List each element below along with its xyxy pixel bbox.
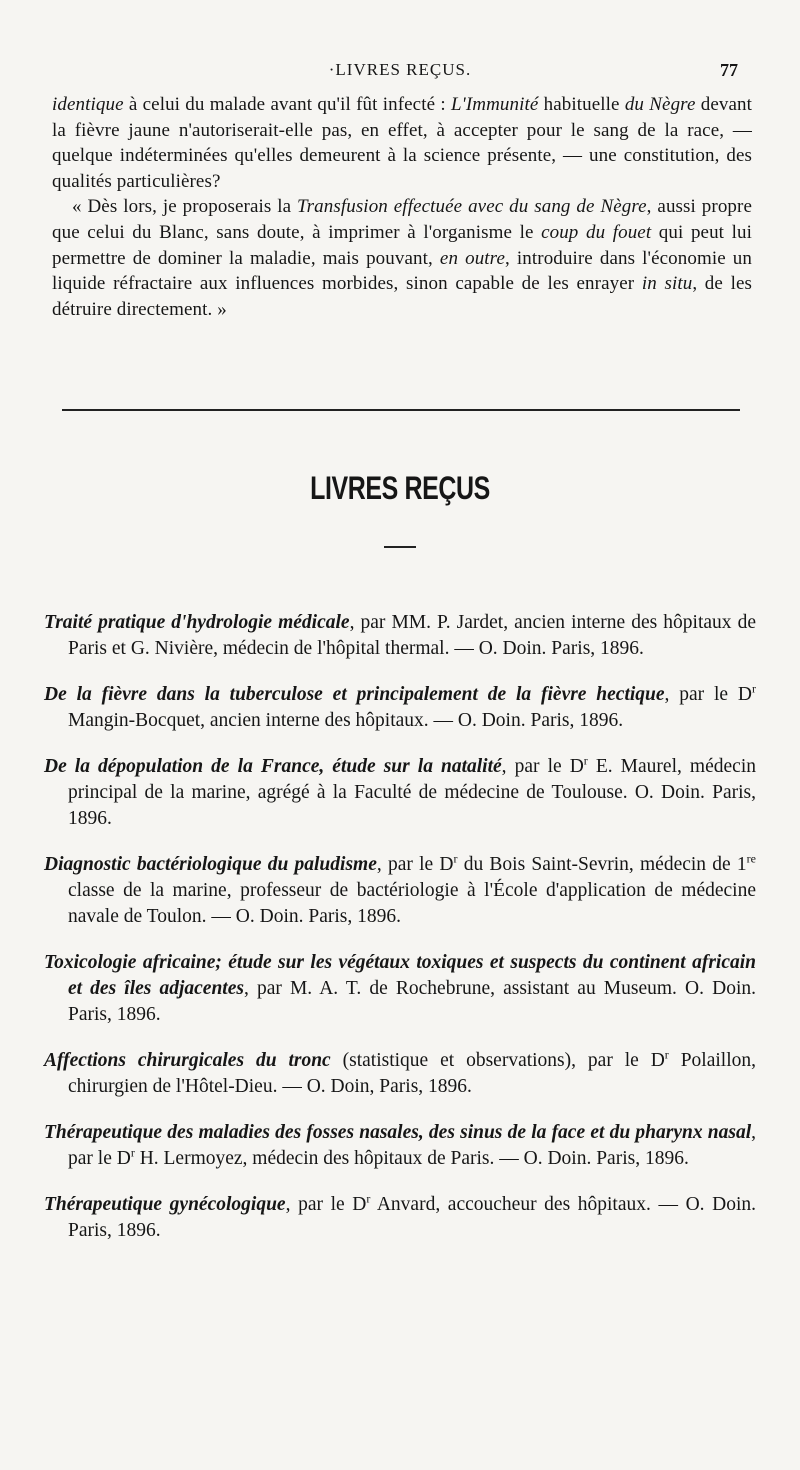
superscript: r — [366, 1191, 371, 1206]
italic-text: du Nègre — [624, 94, 696, 115]
book-entry — [44, 754, 756, 832]
text: « Dès lors, je proposerais la — [72, 196, 298, 218]
italic-text: L'Immunité — [451, 94, 539, 115]
title-dash — [384, 546, 416, 548]
book-details: E. Maurel, médecin principal de la marine, agrégé à la Faculté de médecine de Toulouse. O. Doin. Paris, 1896. — [68, 756, 756, 829]
book-title: Traité pratique d'hydrologie médicale — [44, 612, 350, 633]
text: à celui du malade avant qu'il fût infecté : — [123, 94, 451, 115]
book-entry — [44, 610, 756, 662]
book-entry — [44, 950, 756, 1028]
section-divider — [62, 409, 740, 411]
book-details: , par le D — [664, 684, 752, 705]
text: , introduire dans l'économie un liquide réfractaire aux influences morbides, sinon capable de les enrayer — [52, 247, 752, 295]
superscript: r — [664, 1047, 669, 1062]
superscript: r — [130, 1145, 135, 1160]
superscript: r — [453, 851, 458, 866]
book-details: , par le D — [68, 1122, 756, 1169]
book-entry — [44, 852, 756, 930]
book-details: du Bois Saint-Sevrin, médecin de 1 — [457, 854, 747, 875]
book-title: De la dépopulation de la France, étude sur la natalité — [44, 756, 502, 777]
italic-text: Transfusion effectuée avec du sang de Nègre — [297, 196, 647, 218]
book-entry — [44, 1120, 756, 1172]
book-details: , par le D — [501, 756, 584, 777]
italic-text: en outre — [439, 247, 505, 269]
italic-text: identique — [52, 94, 124, 115]
text: devant la fièvre jaune n'autoriserait-elle pas, en effet, à accepter pour le sang de la race, — quelque indéterminées qu'elles demeurent à la science présente, — une constitution, des qualités particulières? — [52, 94, 752, 192]
italic-text: coup du fouet — [541, 221, 652, 243]
book-title: Thérapeutique des maladies des fosses nasales, des sinus de la face et du pharynx nasal — [44, 1122, 752, 1143]
book-title: Thérapeutique gynécologique — [44, 1194, 286, 1215]
page-number: 77 — [720, 60, 738, 80]
book-entry — [44, 682, 756, 734]
previous-article-text — [52, 92, 752, 322]
superscript: r — [583, 753, 588, 768]
book-entry — [44, 1048, 756, 1100]
book-title: De la fièvre dans la tuberculose et principalement de la fièvre hectique — [44, 684, 665, 705]
text: , de les détruire directement. » — [52, 273, 752, 320]
superscript: r — [752, 681, 756, 696]
paragraph — [52, 194, 752, 322]
book-details: , par le D — [376, 854, 454, 875]
book-title: Toxicologie africaine; étude sur les végétaux toxiques et suspects du continent africain et des îles adjacentes — [44, 952, 756, 999]
book-list — [44, 610, 756, 1264]
book-details: , par le D — [285, 1194, 367, 1215]
book-details: Polaillon, chirurgien de l'Hôtel-Dieu. — O. Doin, Paris, 1896. — [68, 1050, 756, 1097]
book-details: classe de la marine, professeur de bactériologie à l'École d'application de médecine navale de Toulon. — O. Doin. Paris, 1896. — [68, 880, 756, 927]
italic-text: in situ — [641, 273, 693, 295]
book-details: Mangin-Bocquet, ancien interne des hôpitaux. — O. Doin. Paris, 1896. — [68, 710, 624, 731]
book-title: Affections chirurgicales du tronc — [44, 1050, 331, 1071]
paragraph — [52, 92, 752, 194]
book-title: Diagnostic bactériologique du paludisme — [44, 854, 377, 875]
book-details: (statistique et observations), par le D — [330, 1050, 665, 1071]
book-details: H. Lermoyez, médecin des hôpitaux de Paris. — O. Doin. Paris, 1896. — [134, 1148, 689, 1169]
superscript: re — [746, 851, 756, 866]
text: qui peut lui permettre de dominer la maladie, mais pouvant, — [52, 221, 752, 269]
book-entry — [44, 1192, 756, 1244]
text: habituelle — [538, 94, 625, 115]
running-title: ·LIVRES REÇUS. — [328, 60, 472, 79]
book-details: , par MM. P. Jardet, ancien interne des hôpitaux de Paris et G. Nivière, médecin de l'hôpital thermal. — O. Doin. Paris, 1896. — [68, 612, 757, 659]
book-details: , par M. A. T. de Rochebrune, assistant au Museum. O. Doin. Paris, 1896. — [68, 978, 756, 1025]
section-title: LIVRES REÇUS — [310, 470, 490, 506]
text: , aussi propre que celui du Blanc, sans doute, à imprimer à l'organisme le — [52, 196, 752, 243]
running-head — [0, 60, 800, 88]
book-details: Anvard, accoucheur des hôpitaux. — O. Doin. Paris, 1896. — [68, 1194, 757, 1241]
